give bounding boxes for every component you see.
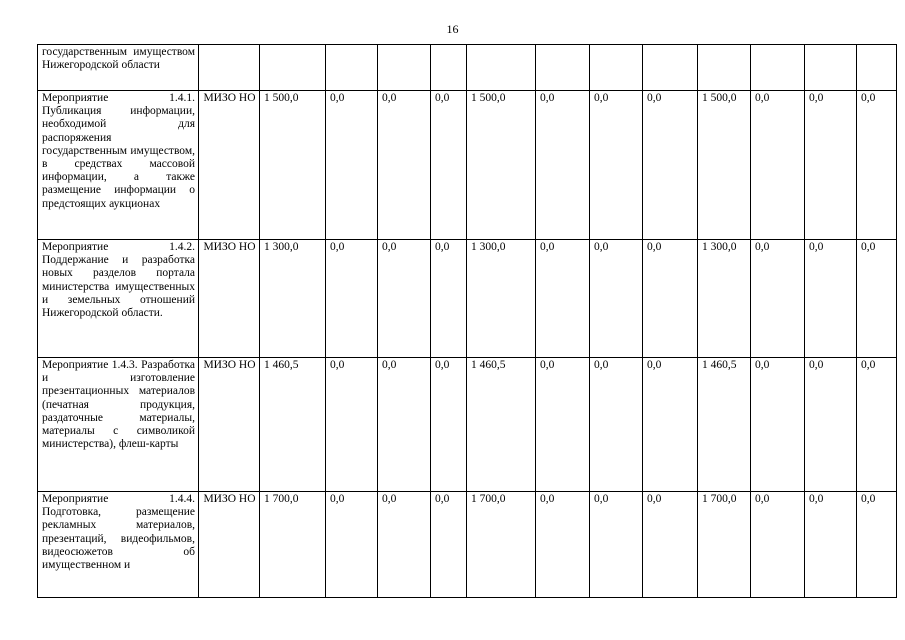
activity-description: Мероприятие 1.4.2. Поддержание и разработка новых разделов портала министерства имущественных и земельных отношений Нижегородской области. <box>38 240 199 358</box>
value-cell: 0,0 <box>326 91 378 240</box>
value-cell: 1 500,0 <box>467 91 536 240</box>
value-cell: 0,0 <box>590 358 643 492</box>
value-cell <box>378 45 431 91</box>
value-cell: 0,0 <box>590 240 643 358</box>
table-row <box>38 45 897 91</box>
value-cell <box>326 45 378 91</box>
value-cell: 0,0 <box>857 492 897 598</box>
value-cell: 1 700,0 <box>698 492 751 598</box>
value-cell: 0,0 <box>805 358 857 492</box>
value-cell: 0,0 <box>857 91 897 240</box>
table-row <box>38 492 897 598</box>
value-cell <box>467 45 536 91</box>
value-cell: 0,0 <box>431 240 467 358</box>
value-cell: 0,0 <box>643 240 698 358</box>
value-cell <box>260 45 326 91</box>
value-cell: 0,0 <box>643 492 698 598</box>
value-cell: 0,0 <box>326 492 378 598</box>
value-cell <box>857 45 897 91</box>
executor-cell <box>199 45 260 91</box>
value-cell: 1 300,0 <box>698 240 751 358</box>
value-cell: 1 460,5 <box>260 358 326 492</box>
activity-description: Мероприятие 1.4.3. Разработка и изготовление презентационных материалов (печатная продукция, раздаточные материалы, материалы с символикой министерства), флеш-карты <box>38 358 199 492</box>
value-cell: 0,0 <box>857 240 897 358</box>
value-cell <box>590 45 643 91</box>
value-cell: 1 700,0 <box>260 492 326 598</box>
value-cell: 0,0 <box>857 358 897 492</box>
value-cell: 0,0 <box>536 492 590 598</box>
executor-cell: МИЗО НО <box>199 240 260 358</box>
value-cell <box>431 45 467 91</box>
value-cell: 1 700,0 <box>467 492 536 598</box>
executor-cell: МИЗО НО <box>199 91 260 240</box>
value-cell: 0,0 <box>805 91 857 240</box>
value-cell: 0,0 <box>378 91 431 240</box>
value-cell: 0,0 <box>378 358 431 492</box>
value-cell: 1 300,0 <box>260 240 326 358</box>
value-cell <box>536 45 590 91</box>
value-cell: 0,0 <box>431 358 467 492</box>
page-number: 16 <box>446 22 459 36</box>
value-cell <box>698 45 751 91</box>
value-cell: 0,0 <box>536 240 590 358</box>
activity-description: государственным имуществом Нижегородской области <box>38 45 199 91</box>
value-cell: 1 300,0 <box>467 240 536 358</box>
value-cell: 1 500,0 <box>260 91 326 240</box>
value-cell: 0,0 <box>805 240 857 358</box>
value-cell: 1 460,5 <box>467 358 536 492</box>
value-cell: 0,0 <box>751 492 805 598</box>
value-cell <box>805 45 857 91</box>
value-cell: 0,0 <box>326 358 378 492</box>
value-cell <box>643 45 698 91</box>
value-cell: 1 500,0 <box>698 91 751 240</box>
value-cell: 0,0 <box>378 240 431 358</box>
table-row <box>38 240 897 358</box>
value-cell: 0,0 <box>431 492 467 598</box>
executor-cell: МИЗО НО <box>199 492 260 598</box>
activity-description: Мероприятие 1.4.1. Публикация информации, необходимой для распоряжения государственным имуществом, в средствах массовой информации, а также размещение информации о предстоящих аукционах <box>38 91 199 240</box>
value-cell: 0,0 <box>751 358 805 492</box>
value-cell: 0,0 <box>378 492 431 598</box>
value-cell: 0,0 <box>643 358 698 492</box>
value-cell: 0,0 <box>590 91 643 240</box>
value-cell: 0,0 <box>536 358 590 492</box>
value-cell: 1 460,5 <box>698 358 751 492</box>
value-cell <box>751 45 805 91</box>
program-activities-table <box>37 44 897 598</box>
value-cell: 0,0 <box>643 91 698 240</box>
value-cell: 0,0 <box>431 91 467 240</box>
executor-cell: МИЗО НО <box>199 358 260 492</box>
table-row <box>38 91 897 240</box>
value-cell: 0,0 <box>751 91 805 240</box>
table-row <box>38 358 897 492</box>
value-cell: 0,0 <box>536 91 590 240</box>
value-cell: 0,0 <box>751 240 805 358</box>
value-cell: 0,0 <box>326 240 378 358</box>
value-cell: 0,0 <box>590 492 643 598</box>
value-cell: 0,0 <box>805 492 857 598</box>
activity-description: Мероприятие 1.4.4. Подготовка, размещение рекламных материалов, презентаций, видеофильмов, видеосюжетов об имущественном и <box>38 492 199 598</box>
